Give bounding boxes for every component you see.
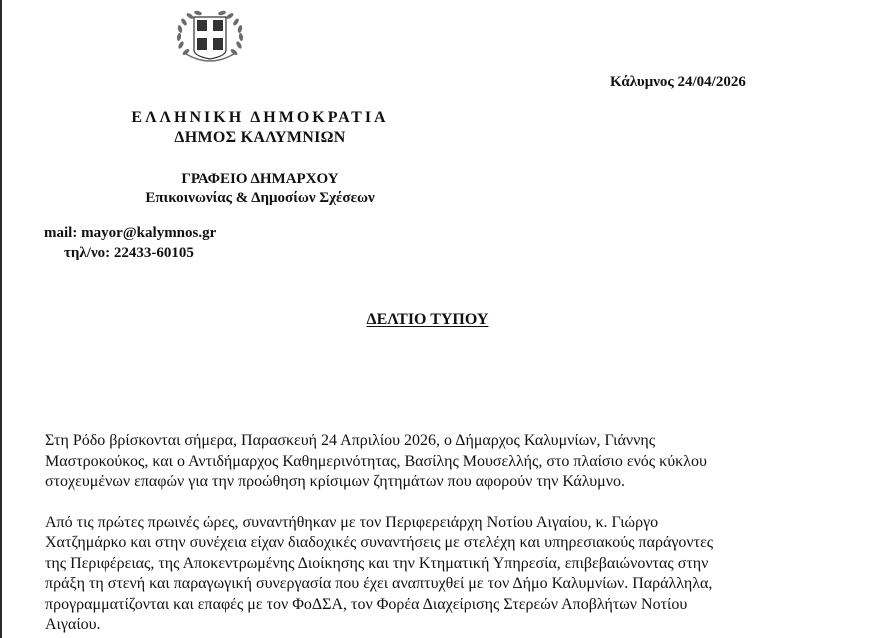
document-date: Κάλυμνος 24/04/2026 (610, 74, 746, 90)
text-line: Μαστροκούκος, και ο Αντιδήμαρχος Καθημερινότητας, Βασίλης Μουσελλής, στο πλαίσιο ενός κύκλου (45, 452, 707, 470)
laurel-wreath-icon (172, 8, 248, 64)
text-line: προγραμματίζονται και επαφές με τον ΦοΔΣΑ, τον Φορέα Διαχείρισης Στερεών Αποβλήτων Νοτίου (45, 595, 688, 613)
contact-mail: mail: mayor@kalymnos.gr (44, 225, 217, 241)
document-title: ΔΕΛΤΙΟ ΤΥΠΟΥ (366, 311, 489, 328)
coat-of-arms-emblem (172, 8, 248, 64)
contact-info (44, 223, 216, 263)
letterhead (100, 108, 420, 208)
office-subheading: Επικοινωνίας & Δημοσίων Σχέσεων (145, 190, 375, 206)
municipality-heading: ΔΗΜΟΣ ΚΑΛΥΜΝΙΩΝ (174, 129, 346, 146)
paragraph (45, 513, 845, 636)
contact-phone: τηλ/νο: 22433-60105 (64, 245, 194, 261)
text-line: της Περιφέρειας, της Αποκεντρωμένης Διοίκησης και την Κτηματική Υπηρεσία, επιβεβαιώνοντας στην (45, 554, 709, 572)
text-line: πράξη τη στενή και παραγωγική συνεργασία που έχει αναπτυχθεί με τον Δήμο Καλυμνίων. Παράλληλα, (45, 575, 713, 592)
office-heading: ΓΡΑΦΕΙΟ ΔΗΜΑΡΧΟΥ (181, 171, 339, 187)
text-line: στοχευμένων επαφών για την προώθηση κρίσιμων ζητημάτων που αφορούν την Κάλυμνο. (45, 473, 625, 490)
text-line: Από τις πρώτες πρωινές ώρες, συναντήθηκαν με τον Περιφερειάρχη Νοτίου Αιγαίου, κ. Γιώργο (45, 513, 659, 531)
text-line: Στη Ρόδο βρίσκονται σήμερα, Παρασκευή 24 Απριλίου 2026, ο Δήμαρχος Καλυμνίων, Γιάννης (45, 432, 656, 449)
text-line: Αιγαίου. (45, 616, 101, 633)
text-line: Χατζημάρκο και στην συνέχεια είχαν διαδοχικές συναντήσεις με στελέχη και υπηρεσιακούς παράγοντες (45, 534, 714, 551)
republic-heading: ΕΛΛΗΝΙΚΗ ΔΗΜΟΚΡΑΤΙΑ (131, 109, 389, 126)
paragraph (45, 431, 845, 493)
document-body (45, 431, 845, 638)
